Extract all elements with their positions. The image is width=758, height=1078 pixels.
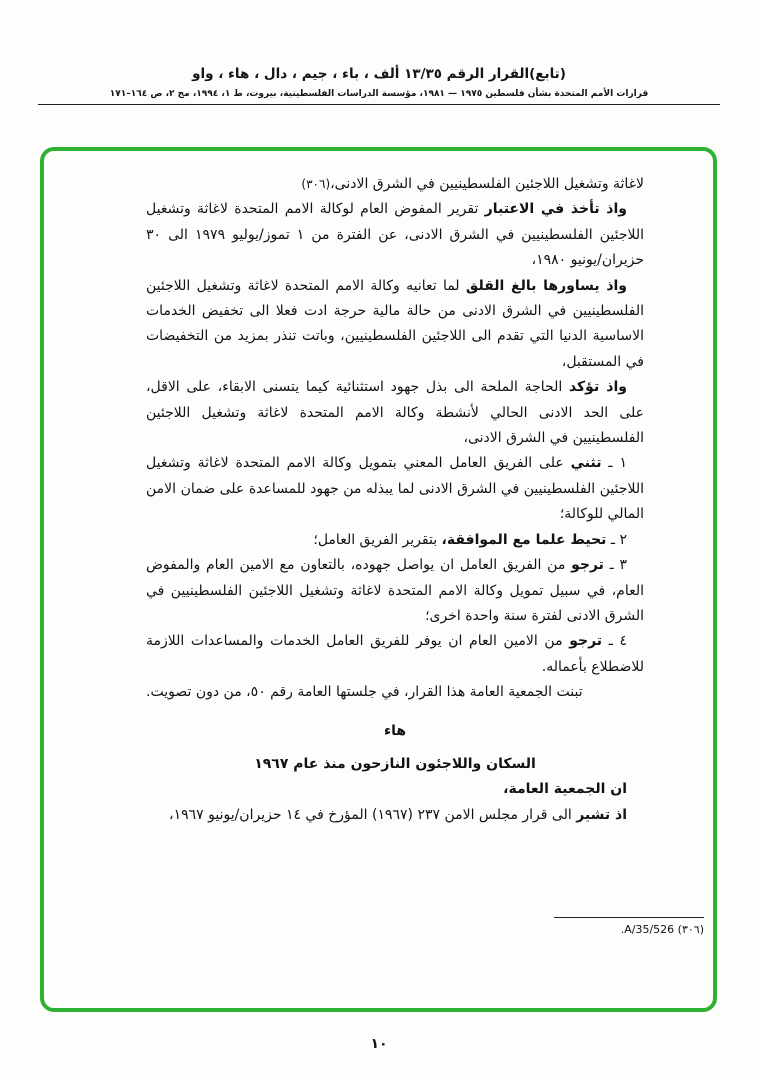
resolution-body <box>146 172 644 828</box>
paragraph-text: على الفريق العامل المعني بتمويل وكالة الامم المتحدة لاغاثة وتشغيل اللاجئين الفلسطينيين في الشرق الادنى لما يبذله من جهود للمساعدة على ضمان الامن المالي للوكالة؛ <box>146 455 644 523</box>
paragraph-number: ٣ ـ <box>603 557 627 574</box>
paragraph-number: ٢ ـ <box>606 531 627 548</box>
paragraph-lead: تثني <box>570 455 602 472</box>
section-letter: هاء <box>383 722 407 739</box>
footnote-ref: (٣٠٦) <box>301 177 331 191</box>
preambular-paragraph <box>146 274 644 376</box>
resolution-paragraphs <box>146 172 644 680</box>
paragraph-text: الى قرار مجلس الامن ٢٣٧ (١٩٦٧) المؤرخ في ١٤ حزيران/يونيو ١٩٦٧، <box>169 806 577 823</box>
continuation-paragraph <box>146 172 644 197</box>
adoption-note: تبنت الجمعية العامة هذا القرار، في جلستها العامة رقم ٥٠، من دون تصويت. <box>146 684 583 701</box>
footnote-block <box>454 917 704 936</box>
footnote-rule <box>554 917 704 918</box>
paragraph-text: بتقرير الفريق العامل؛ <box>313 531 442 548</box>
operative-paragraph <box>146 553 644 629</box>
paragraph-text: لما تعانيه وكالة الامم المتحدة لاغاثة وتشغيل اللاجئين الفلسطينيين في الشرق الادنى من حالة مالية حرجة ادت فعلا الى تخفيض الخدمات الاساسية الدنيا التي تقدم الى اللاجئين الفلسطينيين، وباتت تنذر بمزيد من التخفيضات في المستقبل، <box>146 277 644 370</box>
section-title: السكان واللاجئون النازحون منذ عام ١٩٦٧ <box>254 755 536 772</box>
paragraph-number: ٤ ـ <box>602 633 627 650</box>
paragraph-text: لاغاثة وتشغيل اللاجئين الفلسطينيين في الشرق الادنى، <box>330 176 644 192</box>
paragraph-lead: واذ تأخذ في الاعتبار <box>484 201 627 218</box>
paragraph-text: الحاجة الملحة الى بذل جهود استثنائية كيما يتسنى الابقاء، على الاقل، على الحد الادنى الحالي لأنشطة وكالة الامم المتحدة لاغاثة وتشغيل اللاجئين الفلسطينيين في الشرق الادنى، <box>146 379 644 447</box>
paragraph-text: تقرير المفوض العام لوكالة الامم المتحدة لاغاثة وتشغيل اللاجئين الفلسطينيين في الشرق الادنى، عن الفترة من ١ تموز/يوليو ١٩٧٩ الى ٣٠ حزيران/يونيو ١٩٨٠، <box>146 201 644 269</box>
paragraph-lead: واذ تؤكد <box>568 379 627 396</box>
section-opening-text: ان الجمعية العامة، <box>503 781 627 798</box>
resolution-frame <box>40 147 717 1012</box>
page-header <box>0 66 758 105</box>
operative-paragraph <box>146 528 644 553</box>
operative-paragraph <box>146 629 644 680</box>
page-number: ١٠ <box>370 1036 388 1052</box>
preambular-paragraph <box>146 197 644 273</box>
paragraph-lead: تحيط علما مع الموافقة، <box>441 531 607 548</box>
section-opening <box>146 777 644 802</box>
footnote-text: (٣٠٦) A/35/526. <box>620 923 704 936</box>
paragraph-text: من الفريق العامل ان يواصل جهوده، بالتعاون مع الامين العام والمفوض العام، في سبيل تمويل وكالة الامم المتحدة لاغاثة وتشغيل اللاجئين الفلسطينيين في الشرق الادنى لفترة سنة واحدة اخرى؛ <box>146 557 644 624</box>
operative-paragraph <box>146 451 644 527</box>
preambular-paragraph <box>146 375 644 451</box>
paragraph-lead: ترجو <box>569 633 603 650</box>
header-rule <box>38 104 720 105</box>
paragraph-lead: اذ تشير <box>576 806 627 823</box>
paragraph-number: ١ ـ <box>601 455 627 472</box>
paragraph-text: من الامين العام ان يوفر للفريق العامل الخدمات والمساعدات اللازمة للاضطلاع بأعماله. <box>146 633 644 675</box>
recall-paragraph <box>146 803 644 828</box>
header-title: (تابع)القرار الرقم ١٣/٣٥ ألف ، باء ، جيم ، دال ، هاء ، واو <box>192 66 566 82</box>
header-source-citation: قرارات الأمم المتحدة بشأن فلسطين ١٩٧٥ — ١٩٨١، مؤسسة الدراسات الفلسطينية، بيروت، ط ١، ١٩٩٤، مج ٢، ص ١٦٤–١٧١ <box>109 89 649 99</box>
paragraph-lead: واذ يساورها بالغ القلق <box>465 277 628 294</box>
paragraph-lead: ترجو <box>571 557 604 574</box>
